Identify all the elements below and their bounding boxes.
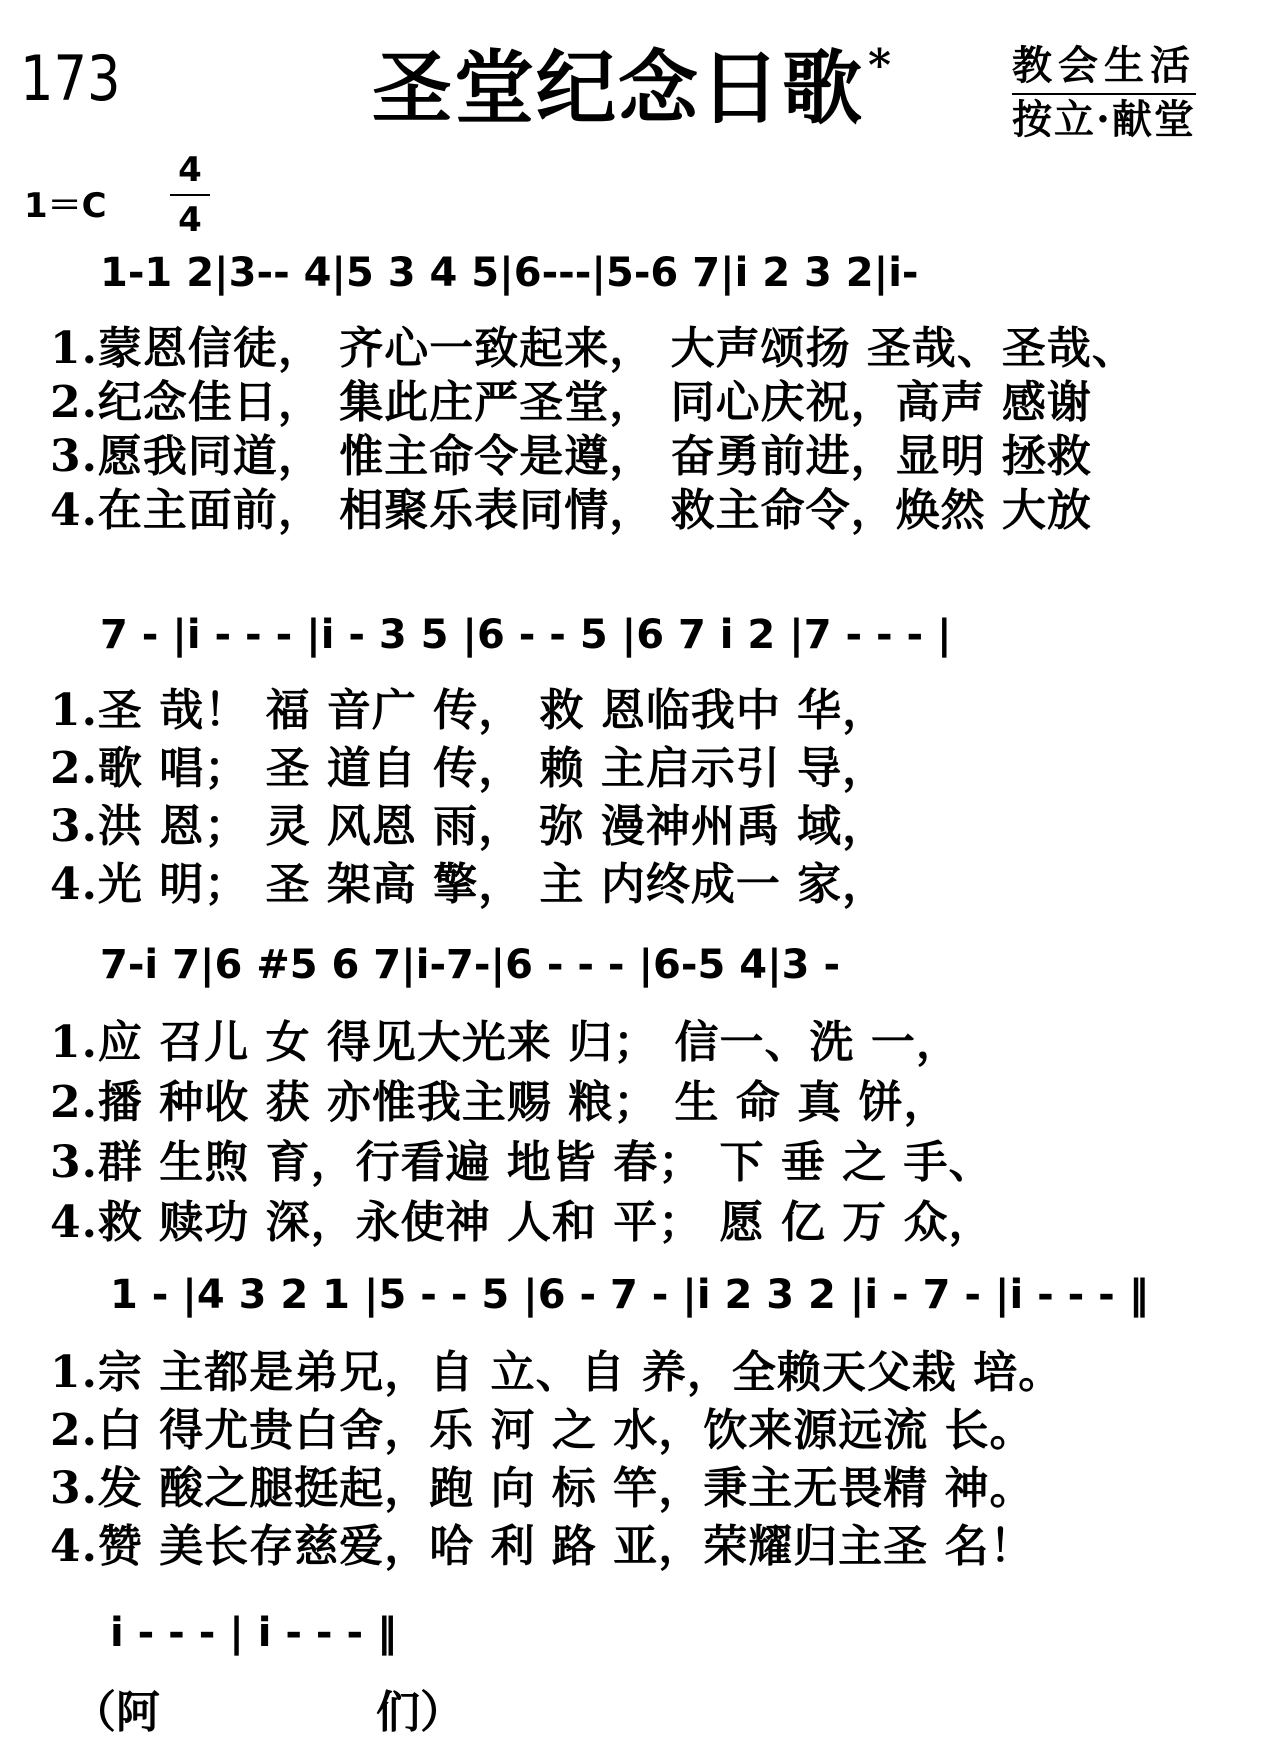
lyric-line-3-2: 2.播 种收 获 亦惟我主赐 粮； 生 命 真 饼， [50,1077,949,1128]
hymn-title [372,24,893,139]
category-label: 教会生活 [1012,34,1196,95]
lyric-line-1-3: 3.愿我同道， 惟主命令是遵， 奋勇前进，显明 拯救 [50,431,1092,482]
amen-open: （阿 [72,1687,160,1738]
lyric-line-4-1: 1.宗 主都是弟兄，自 立、自 养，全赖天父栽 培。 [50,1347,1064,1398]
lyric-line-3-3: 3.群 生煦 育，行看遍 地皆 春； 下 垂 之 手、 [50,1137,994,1188]
notation-line-2: 7 - |i - - - |i - 3 5 |6 - - 5 |6 7 i 2 |7 - - - | [100,612,952,658]
lyric-line-1-1: 1.蒙恩信徒， 齐心一致起来， 大声颂扬 圣哉、圣哉、 [50,323,1137,374]
notation-line-4: 1 - |4 3 2 1 |5 - - 5 |6 - 7 - |i 2 3 2 |i - 7 - |i - - - ‖ [110,1272,1149,1318]
notation-line-3: 7-i 7|6 #5 6 7|i-7-|6 - - - |6-5 4|3 - [100,942,841,988]
lyric-line-2-3: 3.洪 恩； 灵 风恩 雨， 弥 漫神州禹 域， [50,801,888,852]
title-footnote-mark: * [868,40,894,91]
lyric-line-4-3: 3.发 酸之腿挺起，跑 向 标 竿，秉主无畏精 神。 [50,1463,1035,1514]
notation-line-5: i - - - | i - - - ‖ [110,1610,397,1656]
lyric-line-1-2: 2.纪念佳日， 集此庄严圣堂， 同心庆祝，高声 感谢 [50,377,1092,428]
lyric-line-4-4: 4.赞 美长存慈爱，哈 利 路 亚，荣耀归主圣 名！ [50,1521,1035,1572]
hymn-title-text: 圣堂纪念日歌 [372,41,864,135]
time-signature [170,150,210,240]
lyric-line-2-1: 1.圣 哉！ 福 音广 传， 救 恩临我中 华， [50,685,888,736]
lyric-line-2-2: 2.歌 唱； 圣 道自 传， 赖 主启示引 导， [50,743,888,794]
time-signature-bottom: 4 [178,200,202,240]
lyric-line-2-4: 4.光 明； 圣 架高 擎， 主 内终成一 家， [50,859,888,910]
lyric-line-4-2: 2.白 得尤贵白舍，乐 河 之 水，饮来源远流 长。 [50,1405,1035,1456]
lyric-line-3-1: 1.应 召儿 女 得见大光来 归； 信一、洗 一， [50,1017,961,1068]
subcategory-label: 按立·献堂 [1012,96,1196,143]
time-signature-divider [170,194,210,196]
lyric-line-1-4: 4.在主面前， 相聚乐表同情， 救主命令，焕然 大放 [50,485,1092,536]
lyric-line-3-4: 4.救 赎功 深，永使神 人和 平； 愿 亿 万 众， [50,1197,994,1248]
amen-close: 们） [376,1687,464,1738]
hymn-number: 173 [20,42,121,115]
time-signature-top: 4 [178,150,202,190]
notation-line-1: 1-1 2|3-- 4|5 3 4 5|6---|5-6 7|i 2 3 2|i- [100,250,919,296]
key-signature: 1＝C [24,186,107,226]
